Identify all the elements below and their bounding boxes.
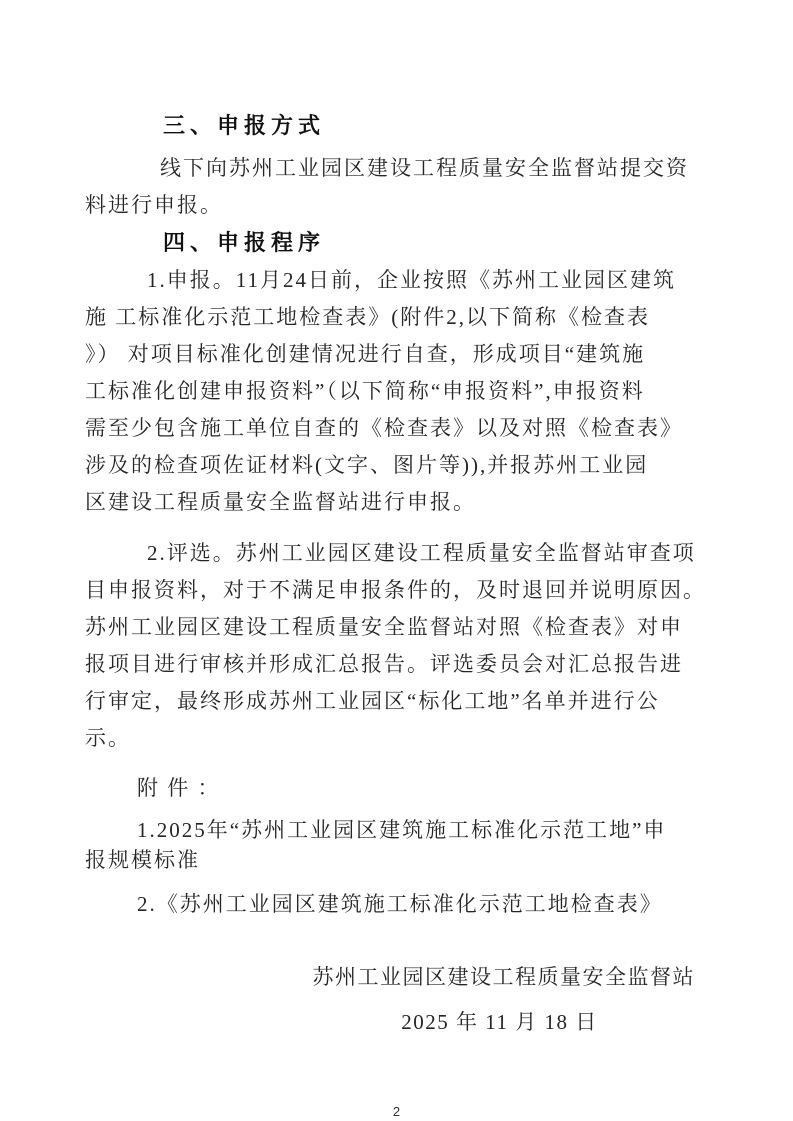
- paragraph-line: 区建设工程质量安全监督站进行申报。: [85, 490, 476, 514]
- heading-application-method: 三、申报方式: [163, 113, 326, 138]
- paragraph-line: 目申报资料，对于不满足申报条件的，及时退回并说明原因。: [85, 578, 706, 602]
- paragraph-line: 》） 对项目标准化创建情况进行自查，形成项目“建筑施: [85, 342, 646, 366]
- paragraph-line: 苏州工业园区建设工程质量安全监督站对照《检查表》对申: [85, 615, 683, 639]
- paragraph-line: 工标准化创建申报资料”（以下简称“申报资料”,申报资料: [85, 379, 645, 403]
- paragraph-line: 2.评选。苏州工业园区建设工程质量安全监督站审查项: [147, 541, 696, 565]
- attachment-line: 报规模标准: [85, 848, 200, 872]
- paragraph-line: 1.申报。11月24日前，企业按照《苏州工业园区建筑: [147, 268, 676, 292]
- paragraph-line: 需至少包含施工单位自查的《检查表》以及对照《检查表》: [85, 416, 683, 440]
- attachment-item-1: [85, 815, 695, 875]
- paragraph-line: 施 工标准化示范工地检查表》(附件2,以下简称《检查表: [85, 305, 650, 329]
- paragraph-line: 线下向苏州工业园区建设工程质量安全监督站提交资: [160, 156, 689, 180]
- paragraph-line: 料进行申报。: [85, 193, 223, 217]
- paragraph-procedure-step-2: [85, 535, 706, 757]
- paragraph-application-method: [85, 150, 695, 224]
- issuing-authority-signature: 苏州工业园区建设工程质量安全监督站: [312, 965, 695, 989]
- attachment-item-2: [85, 889, 695, 919]
- paragraph-line: 示。: [85, 726, 131, 750]
- attachment-line: 1.2025年“苏州工业园区建筑施工标准化示范工地”申: [137, 818, 667, 842]
- attachment-line: 2.《苏州工业园区建筑施工标准化示范工地检查表》: [137, 892, 663, 916]
- document-body: [85, 0, 706, 1041]
- paragraph-line: 行审定，最终形成苏州工业园区“标化工地”名单并进行公: [85, 689, 660, 713]
- heading-application-procedure: 四、申报程序: [163, 230, 326, 255]
- attachments-label: 附 件 ：: [137, 776, 221, 800]
- paragraph-line: 报项目进行审核并形成汇总报告。评选委员会对汇总报告进: [85, 652, 683, 676]
- issue-date: 2025 年 11 月 18 日: [401, 1010, 598, 1034]
- page-number: 2: [392, 1104, 401, 1119]
- paragraph-procedure-step-1: [85, 262, 695, 521]
- paragraph-line: 涉及的检查项佐证材料(文字、图片等)),并报苏州工业园: [85, 453, 649, 477]
